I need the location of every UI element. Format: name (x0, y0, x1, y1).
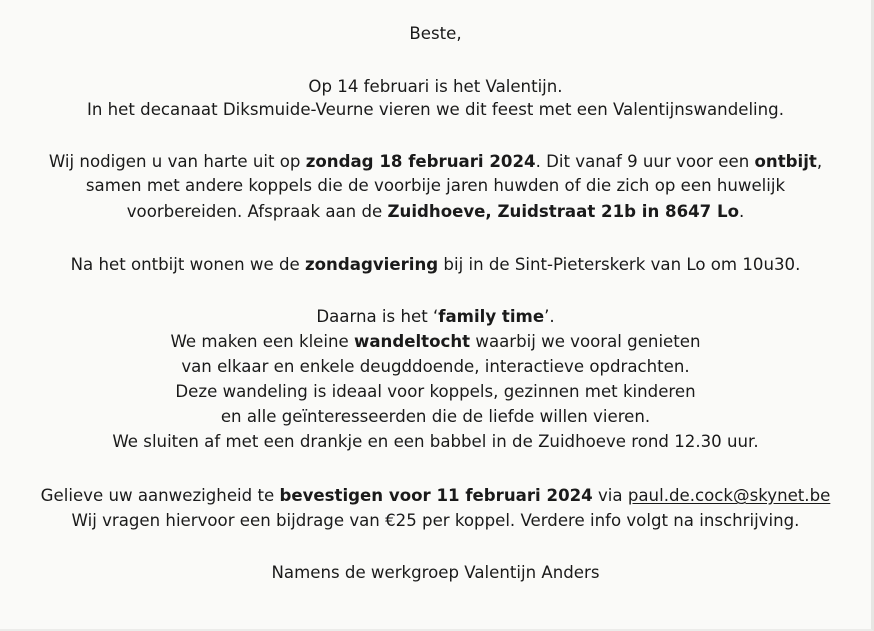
family-line-3: van elkaar en enkele deugddoende, interactieve opdrachten. (181, 357, 690, 376)
signature: Namens de werkgroep Valentijn Anders (271, 563, 600, 582)
family-line-2 (0, 331, 871, 353)
walk-label: wandeltocht (354, 332, 471, 351)
invite-text: , (816, 152, 823, 171)
family-time-label: family time (438, 307, 545, 326)
confirm-text: via (592, 486, 628, 505)
family-text: Daarna is het ‘ (316, 307, 439, 326)
confirm-line-2: Wij vragen hiervoor een bijdrage van €25 per koppel. Verdere info volgt na inschrijving. (71, 511, 800, 530)
greeting: Beste, (409, 24, 462, 43)
intro-line-2: In het decanaat Diksmuide-Veurne vieren we dit feest met een Valentijnswandeling. (86, 100, 784, 119)
family-line-6: We sluiten af met een drankje en een babbel in de Zuidhoeve rond 12.30 uur. (112, 432, 759, 451)
event-date: zondag 18 februari 2024 (305, 152, 536, 171)
email-link[interactable]: paul.de.cock@skynet.be (627, 486, 831, 505)
family-line-5: en alle geïnteresseerden die de liefde willen vieren. (220, 407, 651, 426)
mass-text: Na het ontbijt wonen we de (70, 255, 305, 274)
family-text: We maken een kleine (170, 332, 355, 351)
sunday-service: zondagviering (305, 255, 439, 274)
invite-text: . (738, 202, 745, 221)
meeting-address: Zuidhoeve, Zuidstraat 21b in 8647 Lo (387, 202, 739, 221)
family-line-1 (0, 306, 871, 328)
intro-line-1: Op 14 februari is het Valentijn. (308, 77, 563, 96)
family-line-4: Deze wandeling is ideaal voor koppels, gezinnen met kinderen (175, 382, 696, 401)
confirm-line-1 (0, 485, 871, 507)
invite-text: . Dit vanaf 9 uur voor een (535, 152, 755, 171)
invite-line-2: samen met andere koppels die de voorbije jaren huwden of die zich op een huwelijk (85, 176, 786, 195)
mass-line (0, 254, 871, 276)
family-text: ’. (544, 307, 555, 326)
mass-text: bij in de Sint-Pieterskerk van Lo om 10u30. (438, 255, 801, 274)
confirm-text: Gelieve uw aanwezigheid te (40, 486, 280, 505)
invite-line-1 (0, 151, 871, 173)
invite-line-3 (0, 201, 871, 223)
breakfast-label: ontbijt (754, 152, 817, 171)
confirm-deadline: bevestigen voor 11 februari 2024 (279, 486, 593, 505)
family-text: waarbij we vooral genieten (470, 332, 701, 351)
invite-text: voorbereiden. Afspraak aan de (126, 202, 388, 221)
invite-text: Wij nodigen u van harte uit op (48, 152, 306, 171)
